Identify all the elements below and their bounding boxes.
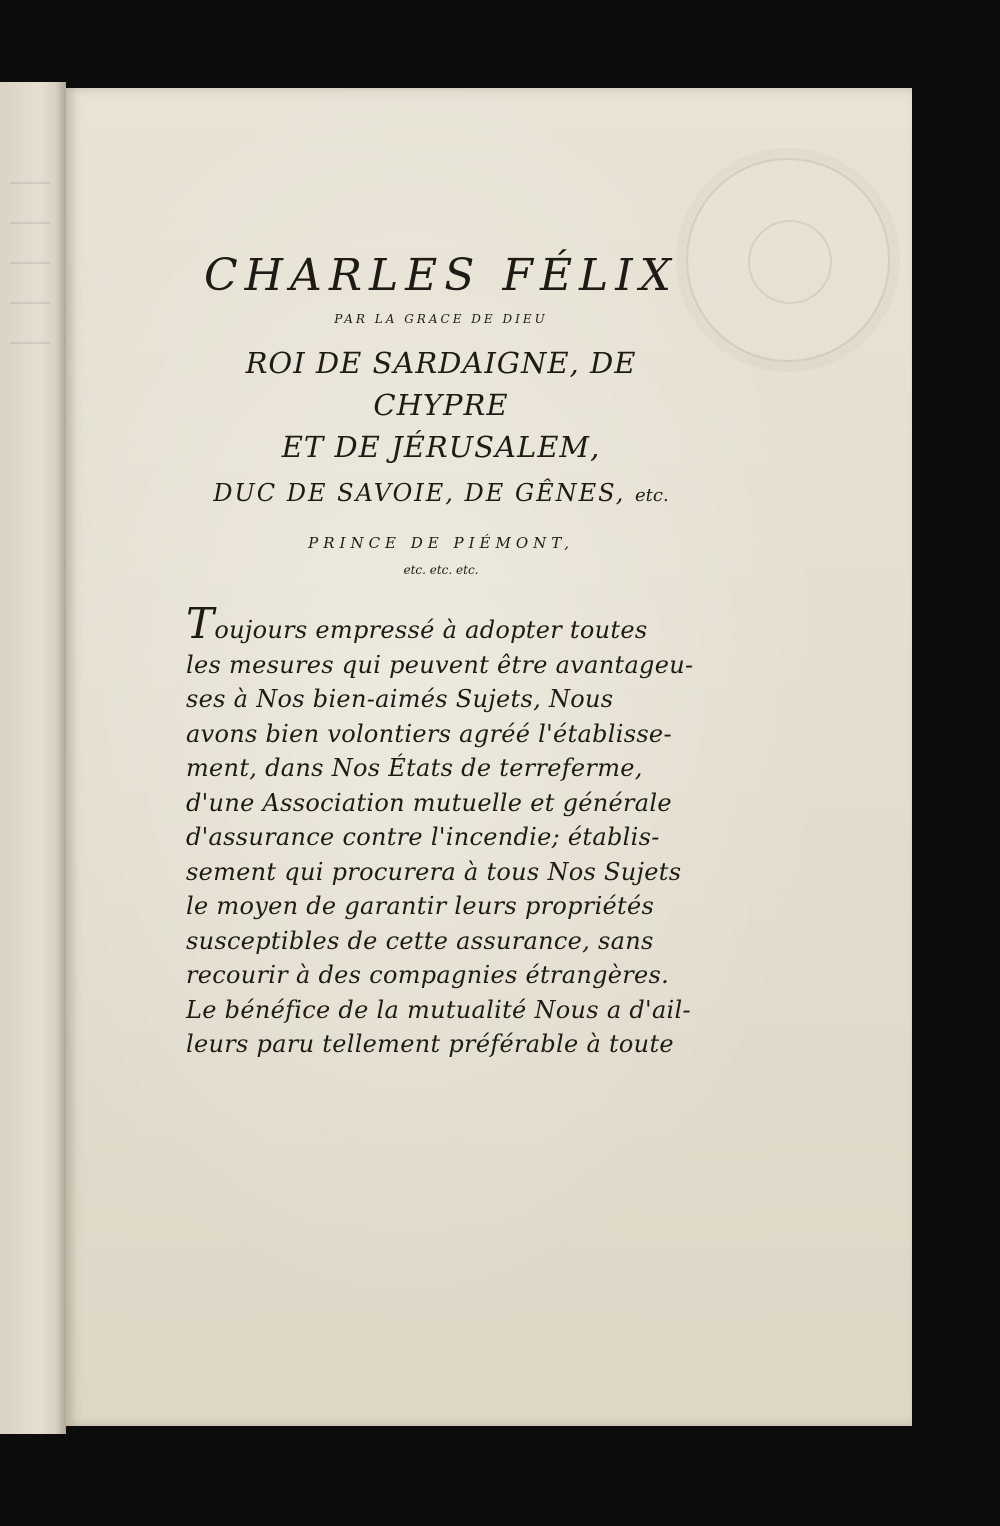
left-page-ruling <box>10 182 50 382</box>
kingdom-line-2: ET DE JÉRUSALEM, <box>281 430 601 464</box>
embossed-seal-icon <box>686 158 890 362</box>
etc-line: etc. etc. etc. <box>403 563 479 577</box>
body-line: sement qui procurera à tous Nos Sujets <box>186 857 682 886</box>
body-line: recourir à des compagnies étrangères. <box>186 961 670 989</box>
body-line: d'assurance contre l'incendie; établis- <box>186 823 660 851</box>
left-page-edge <box>0 82 66 1434</box>
seal-center <box>748 220 832 304</box>
body-line: ment, dans Nos États de terreferme, <box>186 754 643 782</box>
duchy-line <box>186 476 696 513</box>
decree-text <box>186 248 696 1062</box>
grace-line: PAR LA GRACE DE DIEU <box>334 312 548 326</box>
body-line: le moyen de garantir leurs propriétés <box>186 892 655 920</box>
body-line: d'une Association mutuelle et générale <box>186 788 672 817</box>
drop-cap: T <box>186 599 215 648</box>
body-line: susceptibles de cette assurance, sans <box>186 926 654 955</box>
kingdom-line-1: ROI DE SARDAIGNE, DE CHYPRE <box>245 346 637 422</box>
recto-page <box>66 88 912 1426</box>
body-paragraph <box>186 599 696 1062</box>
duchy-text: DUC DE SAVOIE, DE GÊNES, <box>213 479 626 507</box>
duchy-etc: etc. <box>635 485 669 506</box>
page-title: CHARLES FÉLIX <box>204 250 678 301</box>
body-line <box>186 599 696 648</box>
body-line: avons bien volontiers agréé l'établisse- <box>186 719 672 748</box>
body-line: leurs paru tellement préférable à toute <box>186 1030 674 1058</box>
prince-line: PRINCE DE PIÉMONT, <box>308 534 574 552</box>
body-line-text: oujours empressé à adopter toutes <box>214 616 648 644</box>
body-line: les mesures qui peuvent être avantageu- <box>186 650 694 679</box>
body-line: ses à Nos bien-aimés Sujets, Nous <box>186 685 614 713</box>
body-line: Le bénéfice de la mutualité Nous a d'ail- <box>186 995 691 1024</box>
